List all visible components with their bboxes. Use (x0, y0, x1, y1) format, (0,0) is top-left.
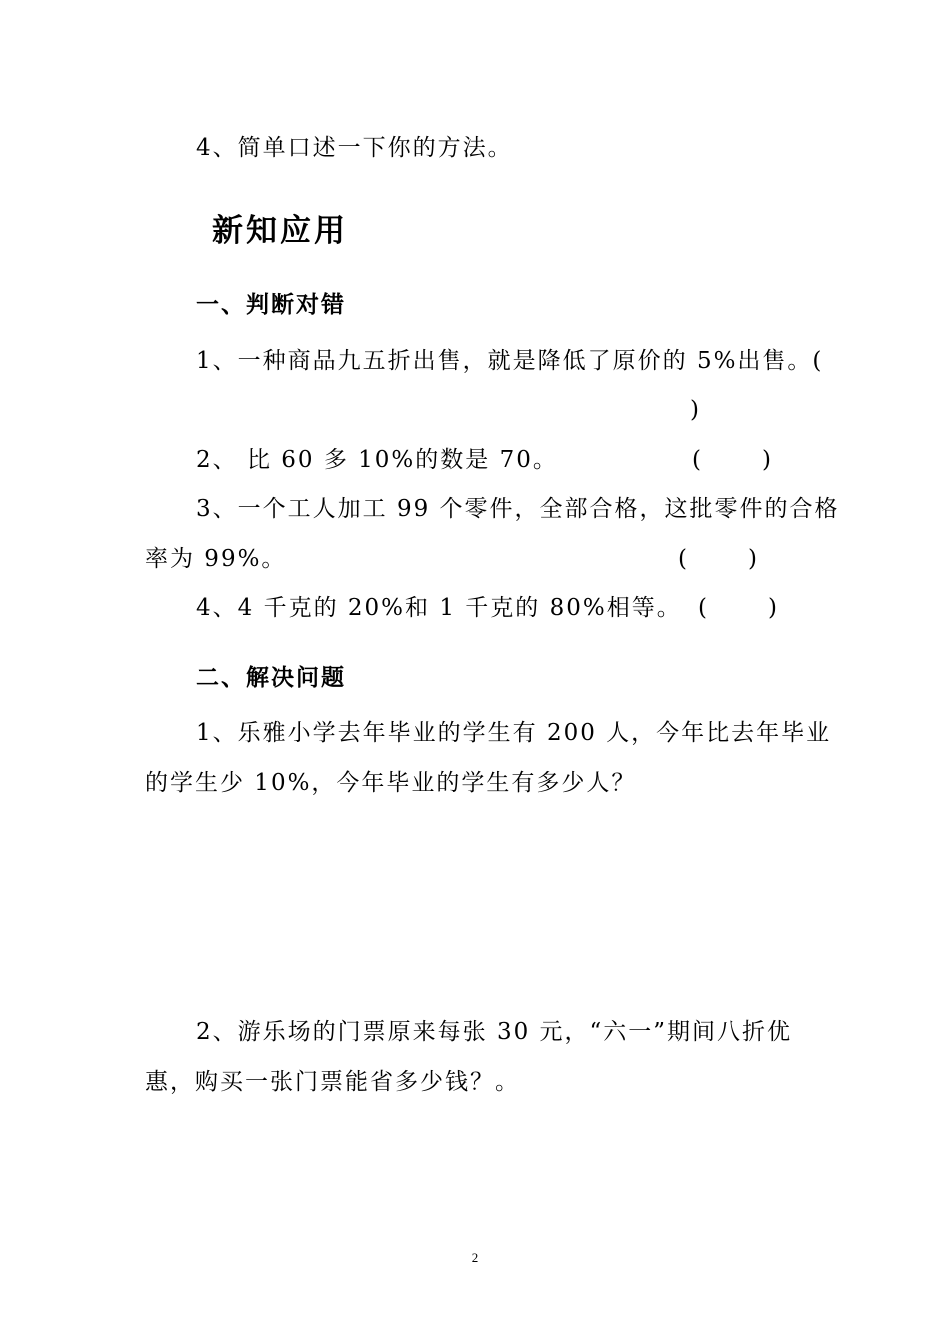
answer-paren-close: ) (690, 397, 699, 423)
problem-1-line-2: 的学生少 10%，今年毕业的学生有多少人？ (145, 770, 637, 796)
answer-paren-close: ) (748, 546, 757, 572)
judgement-question-1: 1、一种商品九五折出售，就是降低了原价的 5%出售。( (196, 348, 824, 374)
answer-paren-close: ) (762, 447, 771, 473)
judgement-question-4: 4、4 千克的 20%和 1 千克的 80%相等。 (196, 595, 682, 621)
judgement-question-3-line-1: 3、一个工人加工 99 个零件，全部合格，这批零件的合格 (196, 496, 840, 522)
answer-paren-close: ) (768, 595, 777, 621)
problem-2-line-1: 2、游乐场的门票原来每张 30 元，“六一”期间八折优 (196, 1019, 793, 1045)
answer-paren-open: ( (698, 595, 707, 621)
section-title: 新知应用 (212, 213, 348, 249)
judgement-question-2: 2、 比 60 多 10%的数是 70。 (196, 447, 558, 473)
problem-2-line-2: 惠，购买一张门票能省多少钱？。 (145, 1069, 520, 1095)
page-number: 2 (471, 1250, 479, 1265)
part2-heading: 二、解决问题 (196, 665, 346, 691)
answer-paren-open: ( (678, 546, 687, 572)
judgement-question-3-line-2: 率为 99%。 (145, 546, 287, 572)
intro-item-4: 4、简单口述一下你的方法。 (196, 135, 513, 161)
answer-paren-open: ( (692, 447, 701, 473)
problem-1-line-1: 1、乐雅小学去年毕业的学生有 200 人，今年比去年毕业 (196, 720, 832, 746)
part1-heading: 一、判断对错 (196, 292, 346, 318)
